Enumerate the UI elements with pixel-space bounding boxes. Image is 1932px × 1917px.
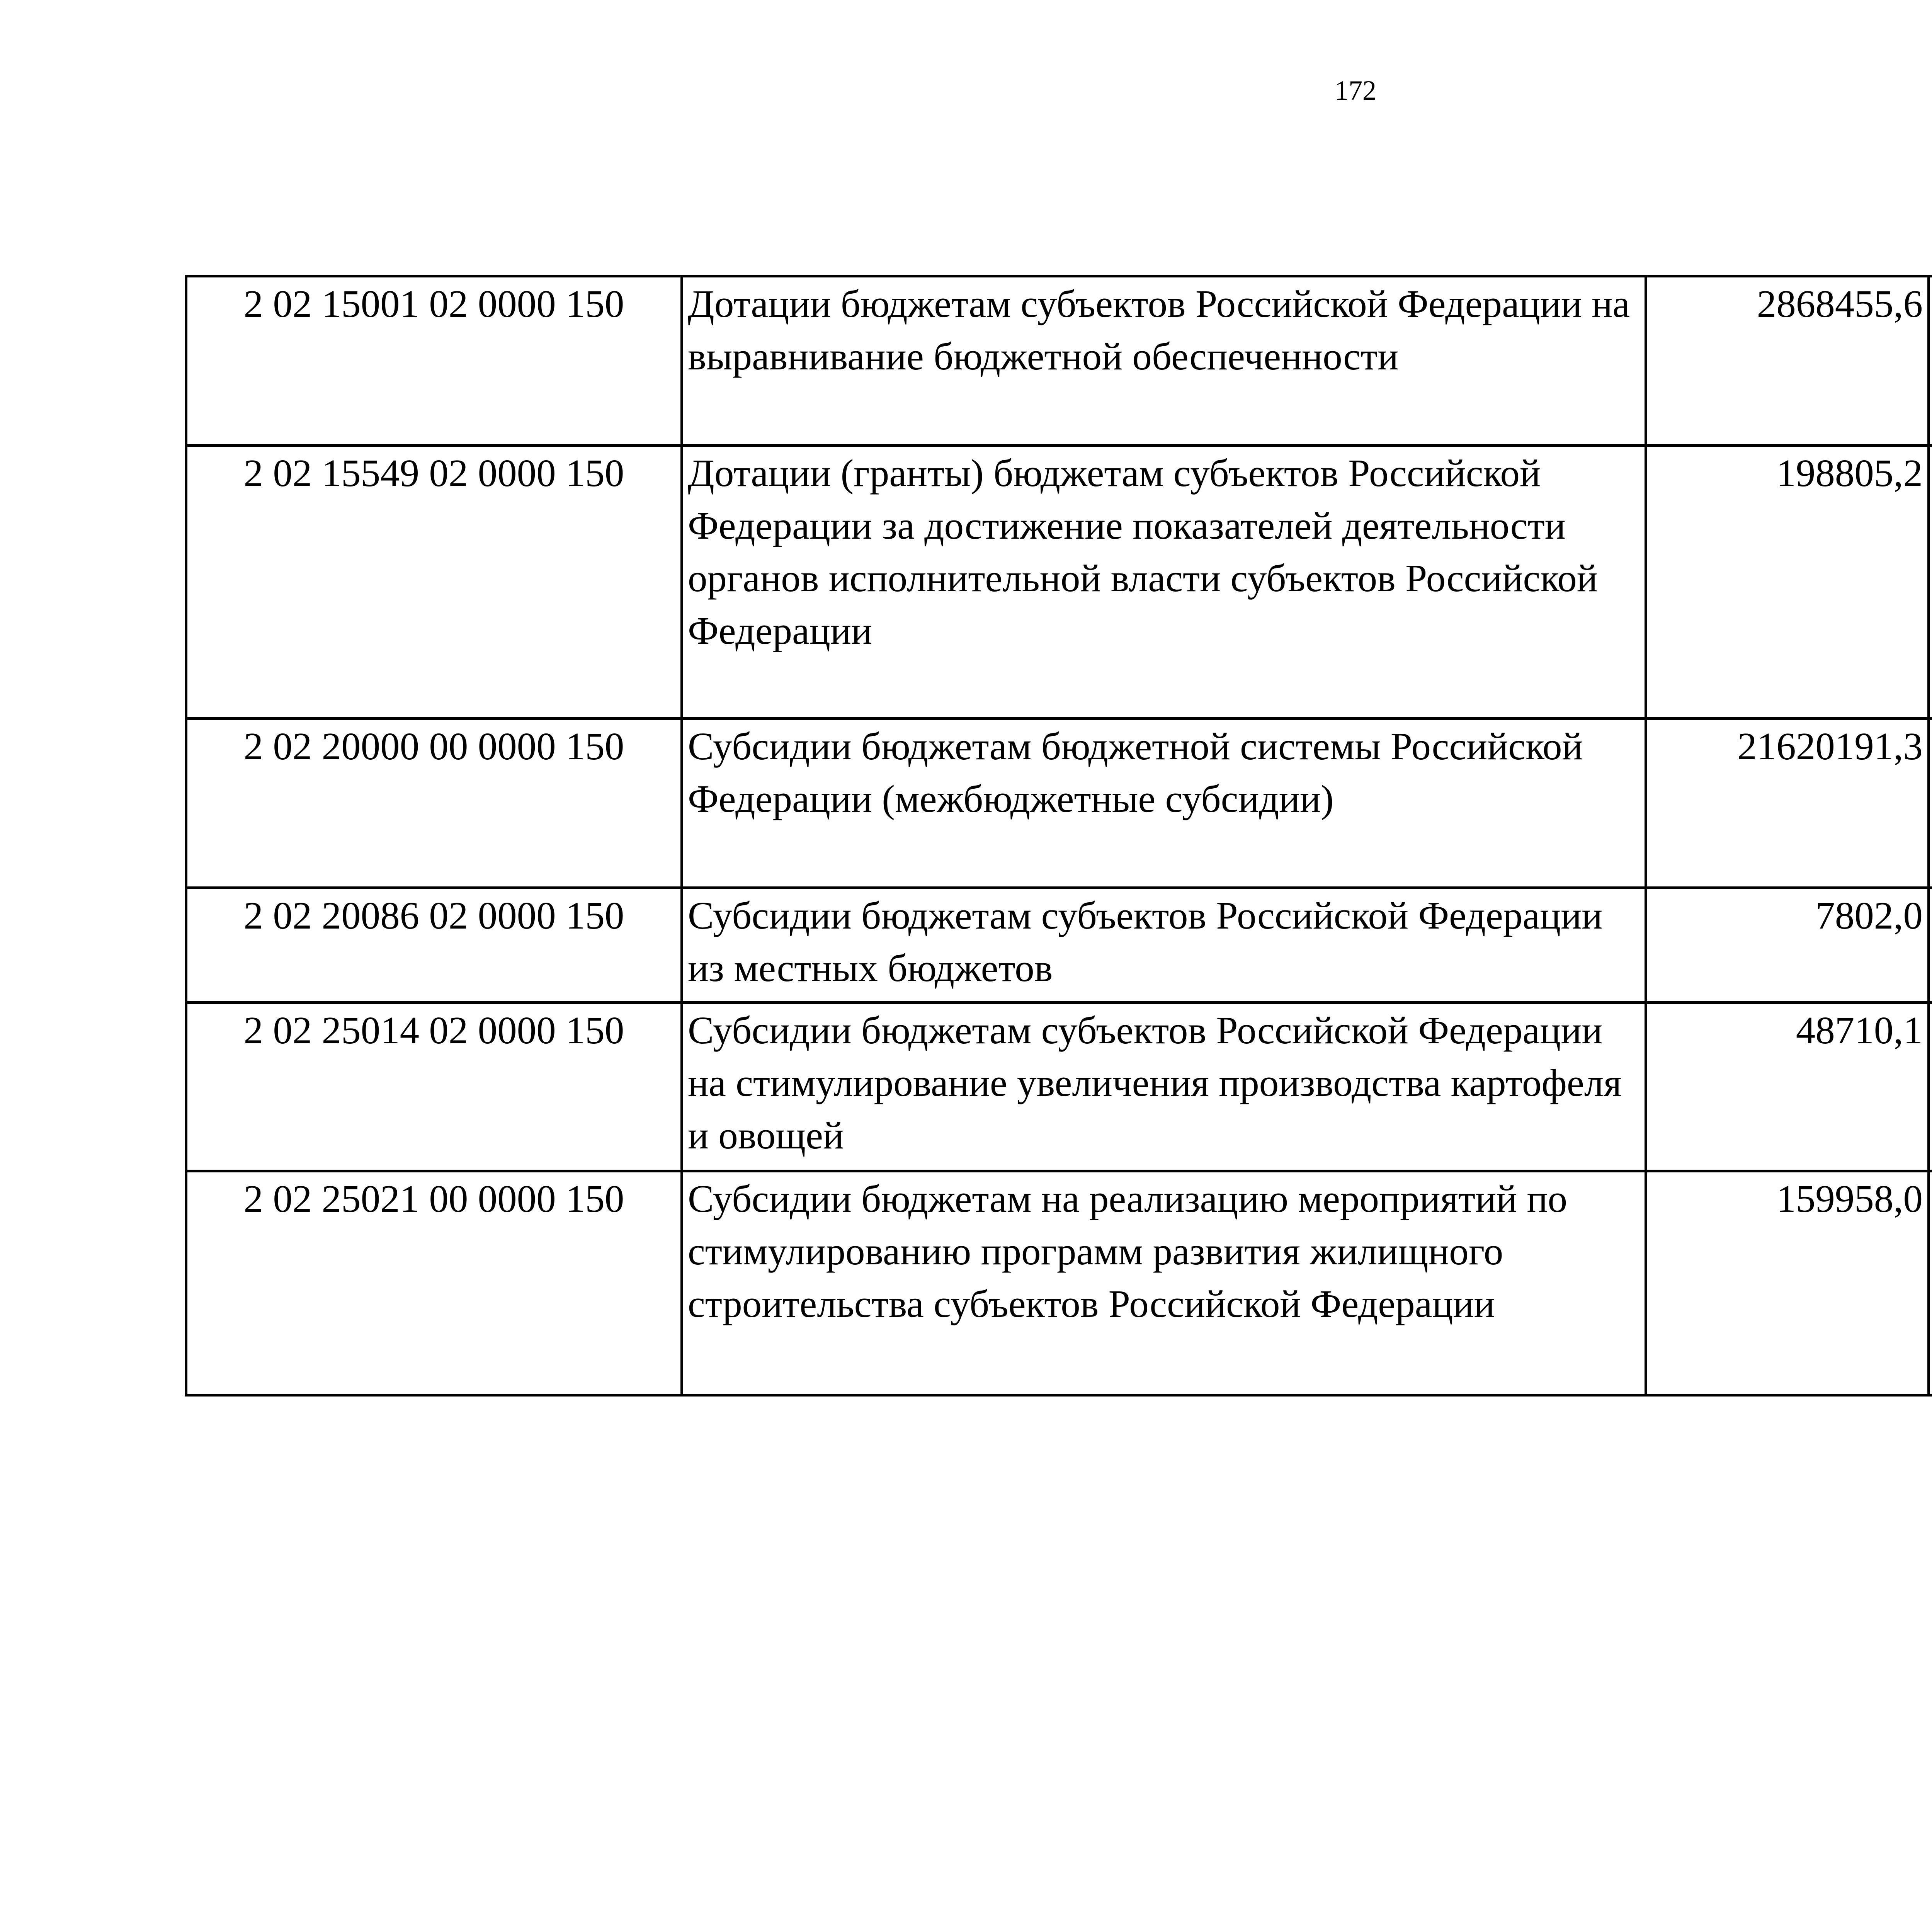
table-row xyxy=(186,446,1932,719)
revenue-code-cell: 2 02 15549 02 0000 150 xyxy=(186,446,682,719)
value-cell-1: 2868455,6 xyxy=(1646,276,1929,446)
revenue-code-cell: 2 02 20086 02 0000 150 xyxy=(186,888,682,1003)
revenue-name-cell: Субсидии бюджетам субъектов Российской Федерации из местных бюджетов xyxy=(682,888,1646,1003)
table-row xyxy=(186,1003,1932,1171)
value-cell-1: 21620191,3 xyxy=(1646,719,1929,888)
value-cell-2 xyxy=(1929,719,1932,888)
revenue-code-cell: 2 02 25021 00 0000 150 xyxy=(186,1171,682,1395)
value-cell-1: 7802,0 xyxy=(1646,888,1929,1003)
table-row xyxy=(186,719,1932,888)
table-row xyxy=(186,888,1932,1003)
value-cell-1: 159958,0 xyxy=(1646,1171,1929,1395)
revenue-name-cell: Субсидии бюджетам на реализацию мероприятий по стимулированию программ развития жилищного строительства субъектов Российской Федерации xyxy=(682,1171,1646,1395)
table-row xyxy=(186,1171,1932,1395)
budget-revenue-table xyxy=(185,275,1932,1397)
value-cell-2 xyxy=(1929,1003,1932,1171)
revenue-name-cell: Субсидии бюджетам субъектов Российской Федерации на стимулирование увеличения производства картофеля и овощей xyxy=(682,1003,1646,1171)
value-cell-2 xyxy=(1929,276,1932,446)
revenue-name-cell: Дотации бюджетам субъектов Российской Федерации на выравнивание бюджетной обеспеченности xyxy=(682,276,1646,446)
value-cell-2 xyxy=(1929,1171,1932,1395)
revenue-code-cell: 2 02 25014 02 0000 150 xyxy=(186,1003,682,1171)
revenue-name-cell: Дотации (гранты) бюджетам субъектов Российской Федерации за достижение показателей деятельности органов исполнительной власти субъектов Российской Федерации xyxy=(682,446,1646,719)
revenue-code-cell: 2 02 20000 00 0000 150 xyxy=(186,719,682,888)
value-cell-2 xyxy=(1929,446,1932,719)
value-cell-1: 48710,1 xyxy=(1646,1003,1929,1171)
value-cell-1: 198805,2 xyxy=(1646,446,1929,719)
revenue-name-cell: Субсидии бюджетам бюджетной системы Российской Федерации (межбюджетные субсидии) xyxy=(682,719,1646,888)
table-row xyxy=(186,276,1932,446)
value-cell-2 xyxy=(1929,888,1932,1003)
revenue-code-cell: 2 02 15001 02 0000 150 xyxy=(186,276,682,446)
page-number: 172 xyxy=(1335,75,1376,106)
